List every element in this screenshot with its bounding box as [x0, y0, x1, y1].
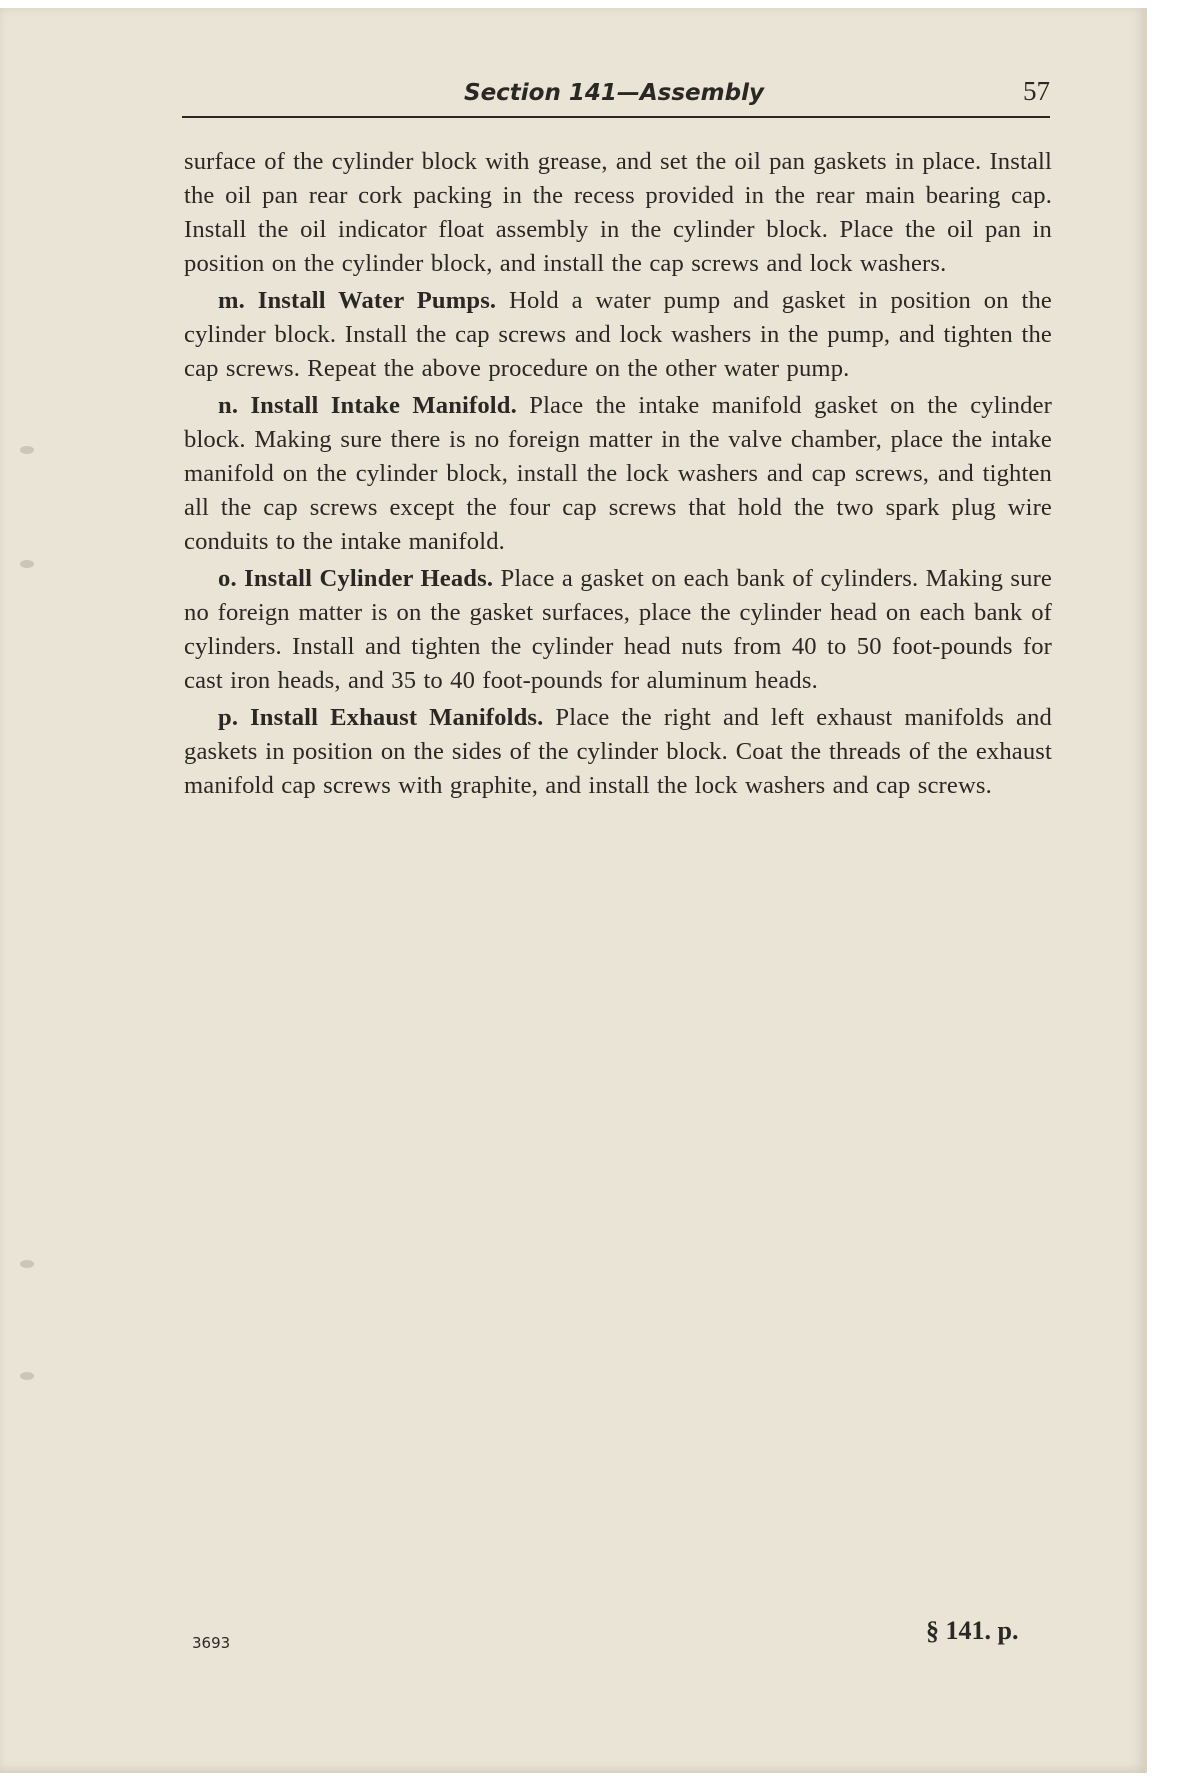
paragraph-exhaust-manifolds — [184, 701, 1052, 803]
paragraph-water-pumps — [184, 284, 1052, 386]
paragraph-intake-manifold — [184, 389, 1052, 559]
binding-hole-mark — [20, 446, 34, 454]
paragraph-text: Place the right and left exhaust manifolds and gaskets in position on the sides of the cylinder block. Coat the threads of the exhaust manifold cap screws with graphite, and install the lock washers and cap screws. — [184, 704, 1052, 799]
document-page — [0, 8, 1147, 1773]
paragraph-text: Place a gasket on each bank of cylinders. Making sure no foreign matter is on the gasket surfaces, place the cylinder head on each bank of cylinders. Install and tighten the cylinder head nuts from 40 to 50 foot-pounds for cast iron heads, and 35 to 40 foot-pounds for aluminum heads. — [184, 565, 1052, 694]
paragraph-heading: m. Install Water Pumps. — [218, 287, 497, 314]
paragraph-text: Place the intake manifold gasket on the cylinder block. Making sure there is no foreign matter in the valve chamber, place the intake manifold on the cylinder block, install the lock washers and cap screws, and tighten all the cap screws except the four cap screws that hold the two spark plug wire conduits to the intake manifold. — [184, 392, 1052, 555]
section-title: Section 141—Assembly — [464, 80, 764, 106]
paragraph-text: Hold a water pump and gasket in position on the cylinder block. Install the cap screws and lock washers in the pump, and tighten the cap screws. Repeat the above procedure on the other water pump. — [184, 287, 1052, 382]
paragraph-heading: o. Install Cylinder Heads. — [218, 565, 494, 592]
binding-hole-mark — [20, 1260, 34, 1268]
intro-paragraph: surface of the cylinder block with grease, and set the oil pan gaskets in place. Install the oil pan rear cork packing in the recess provided in the rear main bearing cap. Install the oil indicator float assembly in the cylinder block. Place the oil pan in position on the cylinder block, and install the cap screws and lock washers. — [184, 148, 1052, 277]
body-text — [184, 145, 1052, 806]
page-header — [182, 72, 1050, 118]
page-number: 57 — [1023, 76, 1050, 106]
binding-hole-mark — [20, 1372, 34, 1380]
footer-section-reference: § 141. p. — [926, 1616, 1019, 1645]
paragraph-heading: p. Install Exhaust Manifolds. — [218, 704, 544, 731]
binding-hole-mark — [20, 560, 34, 568]
paragraph-cylinder-heads — [184, 562, 1052, 698]
paragraph-heading: n. Install Intake Manifold. — [218, 392, 517, 419]
footer-code: 3693 — [192, 1634, 231, 1652]
